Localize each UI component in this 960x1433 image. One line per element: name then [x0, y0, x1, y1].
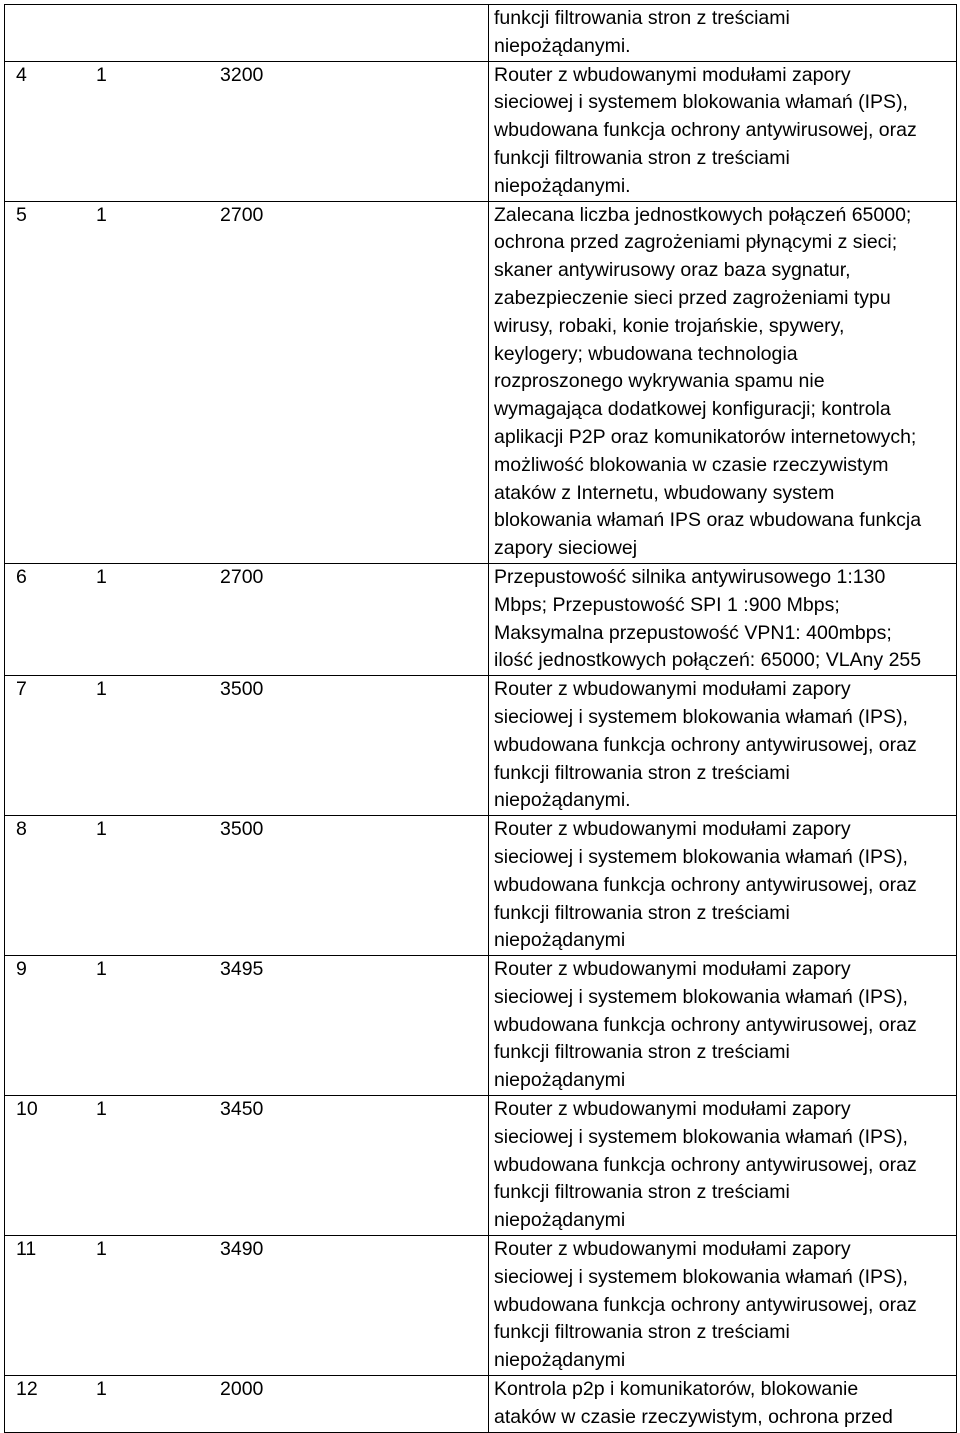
table-row — [5, 563, 957, 675]
item-cell — [5, 676, 489, 816]
description-line: funkcji filtrowania stron z treściami — [494, 7, 790, 29]
description-line: sieciowej i systemem blokowania włamań (IPS), — [494, 845, 908, 868]
description-cell — [489, 816, 957, 956]
description-line: możliwość blokowania w czasie rzeczywistym — [494, 453, 889, 476]
description-line: Przepustowość silnika antywirusowego 1:130 — [494, 565, 886, 588]
description-line: Router z wbudowanymi modułami zapory — [494, 818, 851, 841]
description-line: blokowania włamań IPS oraz wbudowana funkcja — [494, 509, 922, 532]
description-line: funkcji filtrowania stron z treściami — [494, 1041, 790, 1064]
description-line: zabezpieczenie sieci przed zagrożeniami typu — [494, 286, 891, 309]
description-line: funkcji filtrowania stron z treściami — [494, 1181, 790, 1204]
description-line: niepożądanymi — [494, 1069, 626, 1092]
item-number: 12 — [16, 1378, 38, 1401]
description-line: wirusy, robaki, konie trojańskie, spywery, — [494, 314, 845, 337]
description-line: ilość jednostkowych połączeń: 65000; VLAny 255 — [494, 649, 922, 672]
item-number: 8 — [16, 818, 27, 841]
item-cell — [5, 1376, 489, 1433]
item-quantity: 1 — [96, 565, 107, 588]
item-number: 4 — [16, 63, 27, 86]
description-line: zapory sieciowej — [494, 537, 638, 560]
description-cell — [489, 956, 957, 1096]
description-line: Router z wbudowanymi modułami zapory — [494, 63, 851, 86]
item-quantity: 1 — [96, 1378, 107, 1401]
item-cell — [5, 5, 489, 62]
item-number: 6 — [16, 565, 27, 588]
table-row — [5, 61, 957, 201]
description-line: funkcji filtrowania stron z treściami — [494, 761, 790, 784]
item-cell — [5, 816, 489, 956]
description-line: Kontrola p2p i komunikatorów, blokowanie — [494, 1378, 859, 1401]
description-line: sieciowej i systemem blokowania włamań (IPS), — [494, 1265, 908, 1288]
item-price: 2700 — [220, 565, 264, 588]
description-line: niepożądanymi — [494, 1349, 626, 1372]
description-line: funkcji filtrowania stron z treściami — [494, 1321, 790, 1344]
description-line: Router z wbudowanymi modułami zapory — [494, 678, 851, 701]
item-number: 5 — [16, 203, 27, 226]
table-row — [5, 956, 957, 1096]
table-row — [5, 816, 957, 956]
item-number: 10 — [16, 1098, 38, 1121]
description-line: niepożądanymi. — [494, 789, 631, 812]
table-row — [5, 5, 957, 62]
item-number: 9 — [16, 958, 27, 981]
description-line: wbudowana funkcja ochrony antywirusowej, oraz — [494, 873, 917, 896]
description-line: ataków w czasie rzeczywistym, ochrona przed — [494, 1405, 893, 1428]
item-price: 3500 — [220, 818, 264, 841]
item-quantity: 1 — [96, 1238, 107, 1261]
description-line: ataków z Internetu, wbudowany system — [494, 481, 835, 504]
description-line: funkcji filtrowania stron z treściami — [494, 146, 790, 169]
table-row — [5, 676, 957, 816]
description-line: skaner antywirusowy oraz baza sygnatur, — [494, 259, 851, 282]
item-price: 3500 — [220, 678, 264, 701]
table-body — [5, 5, 957, 1433]
table-row — [5, 201, 957, 563]
description-line: niepożądanymi. — [494, 34, 631, 57]
description-line: sieciowej i systemem blokowania włamań (IPS), — [494, 985, 908, 1008]
table-row — [5, 1096, 957, 1236]
item-quantity: 1 — [96, 203, 107, 226]
description-line: rozproszonego wykrywania spamu nie — [494, 370, 825, 393]
item-cell — [5, 956, 489, 1096]
item-price: 2700 — [220, 203, 264, 226]
item-number: 7 — [16, 678, 27, 701]
description-line: aplikacji P2P oraz komunikatorów internetowych; — [494, 425, 917, 448]
item-quantity: 1 — [96, 678, 107, 701]
table-row — [5, 1236, 957, 1376]
description-line: wbudowana funkcja ochrony antywirusowej, oraz — [494, 1153, 917, 1176]
item-cell — [5, 563, 489, 675]
item-cell — [5, 201, 489, 563]
item-cell — [5, 1096, 489, 1236]
item-quantity: 1 — [96, 818, 107, 841]
item-price: 3490 — [220, 1238, 264, 1261]
description-cell — [489, 1376, 957, 1433]
description-line: niepożądanymi — [494, 929, 626, 952]
description-line: funkcji filtrowania stron z treściami — [494, 901, 790, 924]
description-line: keylogery; wbudowana technologia — [494, 342, 798, 365]
description-line: sieciowej i systemem blokowania włamań (IPS), — [494, 91, 908, 114]
item-price: 3450 — [220, 1098, 264, 1121]
description-line: wymagająca dodatkowej konfiguracji; kontrola — [494, 398, 891, 421]
item-price: 3200 — [220, 63, 264, 86]
description-line: wbudowana funkcja ochrony antywirusowej, oraz — [494, 733, 917, 756]
description-line: sieciowej i systemem blokowania włamań (IPS), — [494, 1125, 908, 1148]
description-line: Router z wbudowanymi modułami zapory — [494, 958, 851, 981]
description-cell — [489, 5, 957, 62]
description-line: niepożądanymi. — [494, 174, 631, 197]
description-line: Mbps; Przepustowość SPI 1 :900 Mbps; — [494, 593, 840, 616]
description-line: wbudowana funkcja ochrony antywirusowej, oraz — [494, 1293, 917, 1316]
item-quantity: 1 — [96, 1098, 107, 1121]
description-line: Zalecana liczba jednostkowych połączeń 65000; — [494, 203, 912, 226]
item-cell — [5, 1236, 489, 1376]
offers-table — [4, 4, 957, 1433]
description-line: wbudowana funkcja ochrony antywirusowej, oraz — [494, 119, 917, 142]
description-line: Router z wbudowanymi modułami zapory — [494, 1098, 851, 1121]
item-cell — [5, 61, 489, 201]
description-cell — [489, 1236, 957, 1376]
description-line: wbudowana funkcja ochrony antywirusowej, oraz — [494, 1013, 917, 1036]
item-quantity: 1 — [96, 958, 107, 981]
description-line: Router z wbudowanymi modułami zapory — [494, 1238, 851, 1261]
description-line: ochrona przed zagrożeniami płynącymi z sieci; — [494, 231, 898, 254]
table-row — [5, 1376, 957, 1433]
item-price: 2000 — [220, 1378, 264, 1401]
item-price: 3495 — [220, 958, 264, 981]
description-cell — [489, 201, 957, 563]
item-number: 11 — [16, 1238, 37, 1261]
description-line: Maksymalna przepustowość VPN1: 400mbps; — [494, 621, 892, 644]
description-line: sieciowej i systemem blokowania włamań (IPS), — [494, 705, 908, 728]
description-line: niepożądanymi — [494, 1209, 626, 1232]
description-cell — [489, 676, 957, 816]
description-cell — [489, 1096, 957, 1236]
item-quantity: 1 — [96, 63, 107, 86]
description-cell — [489, 563, 957, 675]
description-cell — [489, 61, 957, 201]
